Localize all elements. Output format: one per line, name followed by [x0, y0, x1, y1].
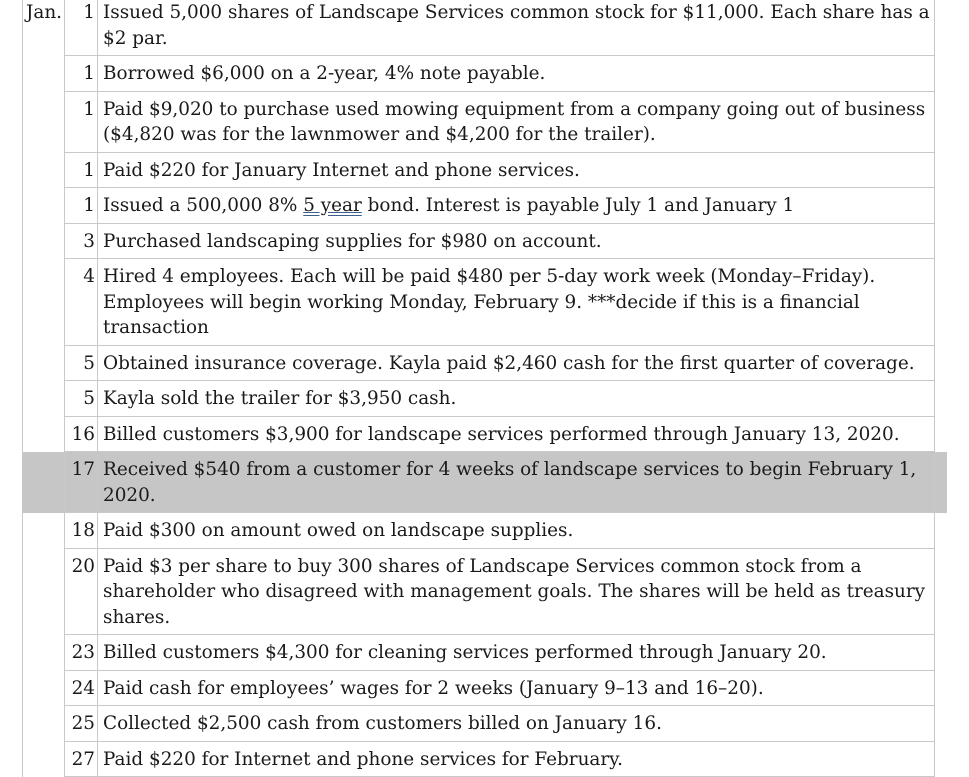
- table-row: [23, 259, 935, 346]
- row-day: 20: [65, 548, 98, 635]
- description-text: Billed customers $4,300 for cleaning services performed through January 20.: [103, 642, 827, 663]
- table-row: [23, 188, 935, 224]
- description-text: Billed customers $3,900 for landscape services performed through January 13, 2020.: [103, 423, 900, 445]
- row-description: [98, 345, 935, 381]
- row-day: 25: [65, 706, 98, 742]
- month-cell: [23, 741, 65, 777]
- row-description: [98, 381, 935, 417]
- row-day: 16: [65, 416, 98, 452]
- description-text: Paid $300 on amount owed on landscape supplies.: [103, 520, 574, 541]
- row-day: 5: [65, 381, 98, 417]
- month-cell: [23, 91, 65, 152]
- row-description: [98, 741, 935, 777]
- row-description: [98, 548, 935, 635]
- table-row-partial: [23, 741, 935, 777]
- month-cell: [23, 416, 65, 452]
- row-description: [98, 0, 935, 56]
- row-description: [98, 706, 935, 742]
- month-cell: [23, 548, 65, 635]
- row-day: 5: [65, 345, 98, 381]
- description-text: Hired 4 employees. Each will be paid $480 per 5-day work week (Monday–Friday). Employees will begin working Monday, February 9. ***decide if this is a financial transaction: [103, 266, 876, 338]
- description-text: Issued a 500,000 8%: [103, 195, 304, 216]
- table-row: [23, 345, 935, 381]
- table-row: [23, 0, 935, 56]
- row-day: 3: [65, 223, 98, 259]
- description-text: Kayla sold the trailer for $3,950 cash.: [103, 388, 457, 409]
- table-row: [23, 56, 935, 92]
- row-day: 4: [65, 259, 98, 346]
- description-text: Paid $9,020 to purchase used mowing equipment from a company going out of business ($4,820 was for the lawnmower and $4,200 for the trailer).: [103, 98, 926, 145]
- row-description: [98, 670, 935, 706]
- row-day: 1: [65, 152, 98, 188]
- description-text: Issued 5,000 shares of Landscape Services common stock for $11,000. Each share has a $2 par.: [103, 2, 930, 49]
- description-text: Obtained insurance coverage. Kayla paid $2,460 cash for the first quarter of coverage.: [103, 352, 915, 374]
- underlined-term[interactable]: 5 year: [303, 195, 362, 216]
- table-row: [23, 416, 935, 452]
- table-row: [23, 670, 935, 706]
- description-text: bond. Interest is payable July 1 and January 1: [361, 195, 795, 216]
- selection-highlight-edge: [935, 452, 947, 513]
- description-text: Paid $220 for Internet and phone services for February.: [103, 748, 623, 770]
- row-day: 1: [65, 188, 98, 224]
- row-day: 27: [65, 741, 98, 777]
- table-row: [23, 91, 935, 152]
- month-cell: [23, 513, 65, 549]
- month-cell: [23, 223, 65, 259]
- month-cell: [23, 188, 65, 224]
- table-row: [23, 513, 935, 549]
- row-day: 1: [65, 0, 98, 56]
- month-cell: [23, 706, 65, 742]
- row-description: [98, 635, 935, 671]
- row-description: [98, 452, 935, 513]
- row-day: 18: [65, 513, 98, 549]
- row-day: 23: [65, 635, 98, 671]
- transactions-table: [22, 0, 935, 777]
- row-description: [98, 259, 935, 346]
- row-day: 17: [65, 452, 98, 513]
- month-cell: [23, 345, 65, 381]
- row-description: [98, 56, 935, 92]
- description-text: Received $540 from a customer for 4 weeks of landscape services to begin February 1, 2020.: [103, 459, 917, 506]
- month-cell: [23, 635, 65, 671]
- description-text: Purchased landscaping supplies for $980 on account.: [103, 230, 602, 252]
- description-text: Paid $220 for January Internet and phone services.: [103, 159, 580, 181]
- table-row: [23, 706, 935, 742]
- month-cell: [23, 152, 65, 188]
- table-row-selected[interactable]: [23, 452, 935, 513]
- table-row: [23, 381, 935, 417]
- row-description: [98, 91, 935, 152]
- row-day: 24: [65, 670, 98, 706]
- month-cell: [23, 56, 65, 92]
- row-day: 1: [65, 56, 98, 92]
- row-description: [98, 152, 935, 188]
- row-description: [98, 223, 935, 259]
- description-text: Paid $3 per share to buy 300 shares of Landscape Services common stock from a shareholder who disagreed with management goals. The shares will be held as treasury shares.: [103, 555, 926, 628]
- row-description: [98, 513, 935, 549]
- table-row: [23, 152, 935, 188]
- row-day: 1: [65, 91, 98, 152]
- row-description: [98, 416, 935, 452]
- month-cell: [23, 670, 65, 706]
- table-row: [23, 223, 935, 259]
- table-row: [23, 548, 935, 635]
- month-label: Jan.: [23, 0, 65, 56]
- month-cell: [23, 259, 65, 346]
- table-row: [23, 635, 935, 671]
- month-cell: [23, 381, 65, 417]
- month-cell: [23, 452, 65, 513]
- description-text: Collected $2,500 cash from customers billed on January 16.: [103, 713, 662, 734]
- description-text: Paid cash for employees’ wages for 2 weeks (January 9–13 and 16–20).: [103, 677, 764, 699]
- description-text: Borrowed $6,000 on a 2-year, 4% note payable.: [103, 63, 546, 84]
- row-description: [98, 188, 935, 224]
